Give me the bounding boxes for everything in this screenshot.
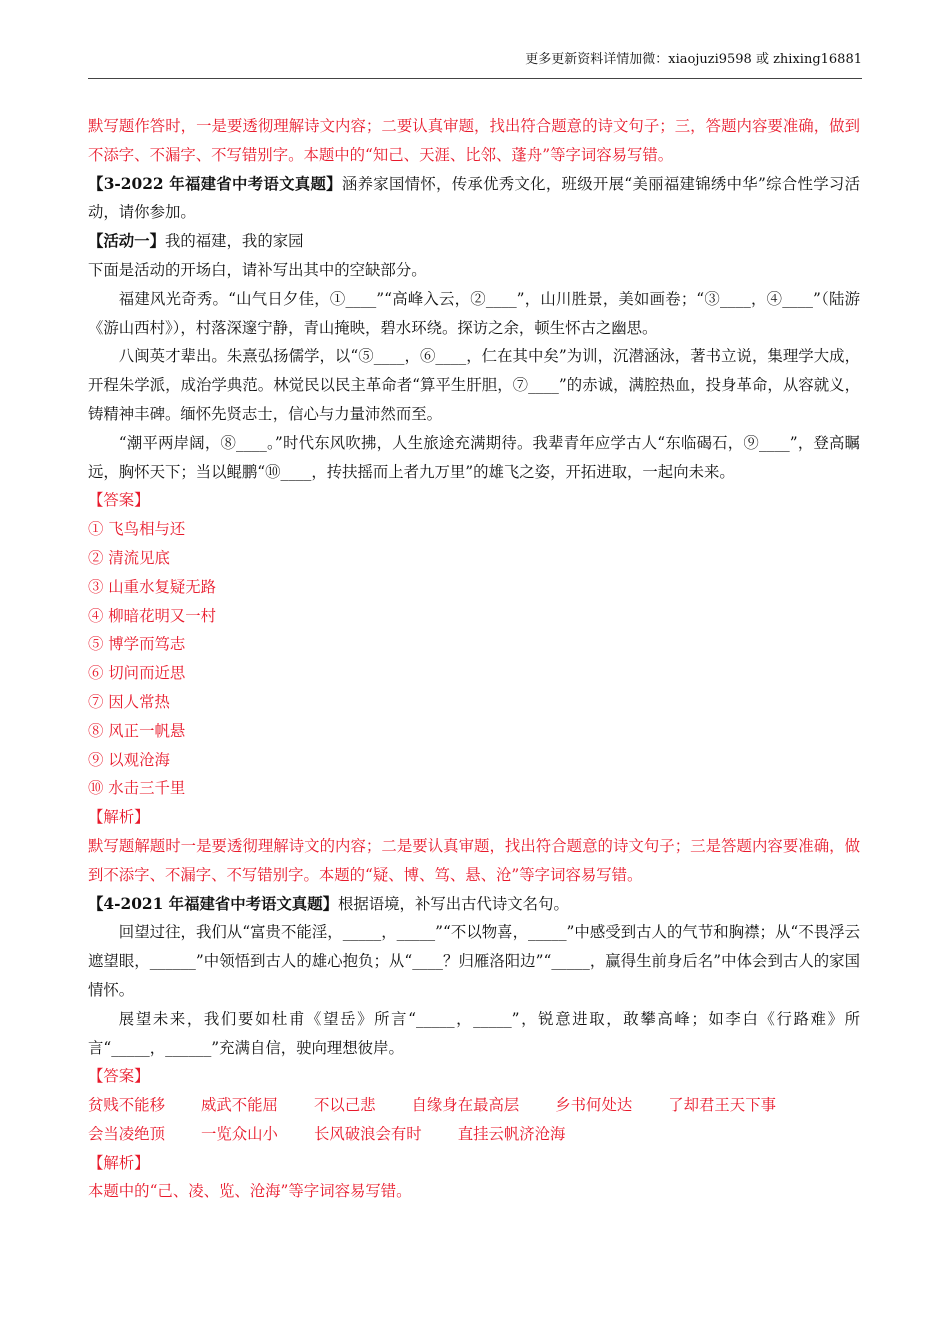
q3-paragraph-3: “潮平两岸阔，⑧____。”时代东风吹拂，人生旅途充满期待。我辈青年应学古人“东临碣石，⑨____”，登高瞩远，胸怀天下；当以鲲鹏“⑩____，抟扶摇而上者九万里”的雄飞之姿，开拓进取，一起向未来。 bbox=[88, 433, 860, 481]
q3-paragraph-2: 八闽英才辈出。朱熹弘扬儒学，以“⑤____，⑥____，仁在其中矣”为训，沉潜涵泳，著书立说，集理学大成，开程朱学派，成治学典范。林觉民以民主革命者“算平生肝胆，⑦____”的赤诚，满腔热血，投身革命，从容就义，铸精神丰碑。缅怀先贤志士，信心与力量沛然而至。 bbox=[88, 347, 860, 423]
list-item: ① 飞鸟相与还 bbox=[88, 520, 186, 539]
list-item: 威武不能屈 bbox=[200, 1096, 278, 1115]
list-item: 长风破浪会有时 bbox=[313, 1124, 422, 1143]
q4-intro-text: 根据语境，补写出古代诗文名句。 bbox=[337, 894, 569, 913]
list-item: 了却君王天下事 bbox=[668, 1096, 776, 1115]
q3-intro-text: 涵养家国情怀，传承优秀文化，班级开展“美丽福建锦绣中华”综合性学习活动，请你参加。 bbox=[88, 174, 860, 222]
list-item: ⑦ 因人常热 bbox=[88, 692, 170, 711]
q3-answer-list bbox=[88, 515, 860, 803]
list-item: ⑥ 切问而近思 bbox=[88, 664, 186, 683]
q3-instruction: 下面是活动的开场白，请补写出其中的空缺部分。 bbox=[88, 260, 427, 279]
q4-paragraph-2: 展望未来，我们要如杜甫《望岳》所言“_____，_____”，锐意进取，敢攀高峰；如李白《行路难》所言“_____，______”充满自信，驶向理想彼岸。 bbox=[88, 1009, 860, 1057]
q3-activity-name: 我的福建，我的家园 bbox=[164, 232, 304, 251]
q3-intro bbox=[88, 170, 860, 228]
q4-paragraph-1: 回望过往，我们从“富贵不能淫，_____，_____”“不以物喜，_____”中感受到古人的气节和胸襟；从“不畏浮云遮望眼，______”中领悟到古人的雄心抱负；从“____？归雁洛阳边”“_____，赢得生前身后名”中体会到古人的家国情怀。 bbox=[88, 923, 860, 999]
q4-analysis-label: 【解析】 bbox=[88, 1153, 150, 1172]
q4-intro bbox=[88, 890, 860, 919]
list-item: ⑩ 水击三千里 bbox=[88, 779, 186, 798]
list-item: 不以己悲 bbox=[313, 1096, 376, 1115]
q3-activity-title: 【活动一】 bbox=[88, 232, 165, 251]
list-item: ⑧ 风正一帆悬 bbox=[88, 721, 186, 740]
q3-answer-label: 【答案】 bbox=[88, 491, 150, 510]
list-item: 乡书何处达 bbox=[555, 1096, 633, 1115]
list-item: ③ 山重水复疑无路 bbox=[88, 577, 217, 596]
list-item: ⑤ 博学而笃志 bbox=[88, 635, 186, 654]
list-item: 一览众山小 bbox=[200, 1124, 278, 1143]
q4-answer-list bbox=[88, 1091, 860, 1149]
q4-analysis: 本题中的“己、凌、览、沧海”等字词容易写错。 bbox=[88, 1182, 412, 1201]
list-item: 直挂云帆济沧海 bbox=[457, 1124, 566, 1143]
header-divider bbox=[88, 78, 862, 79]
q3-analysis: 默写题解题时一是要透彻理解诗文的内容；二是要认真审题，找出符合题意的诗文句子；三是答题内容要准确，做到不添字、不漏字、不写错别字。本题的“疑、博、笃、悬、沧”等字词容易写错。 bbox=[88, 836, 860, 884]
q4-title: 【4-2021 年福建省中考语文真题】 bbox=[88, 894, 338, 913]
q4-answer-label: 【答案】 bbox=[88, 1067, 150, 1086]
list-item: ④ 柳暗花明又一村 bbox=[88, 606, 217, 625]
list-item: 贫贱不能移 bbox=[88, 1096, 165, 1115]
q3-analysis-label: 【解析】 bbox=[88, 808, 150, 827]
document-body bbox=[88, 112, 860, 1206]
q3-activity bbox=[88, 227, 860, 256]
page-header: 更多更新资料详情加微：xiaojuzi9598 或 zhixing16881 bbox=[525, 52, 862, 67]
list-item: 自缘身在最高层 bbox=[411, 1096, 520, 1115]
list-item: 会当凌绝顶 bbox=[88, 1124, 165, 1143]
q3-paragraph-1: 福建风光奇秀。“山气日夕佳，①____”“高峰入云，②____”，山川胜景，美如画卷；“③____，④____”（陆游《游山西村》），村落深邃宁静，青山掩映，碧水环绕。探访之余，顿生怀古之幽思。 bbox=[88, 289, 860, 337]
q3-prev-analysis: 默写题作答时，一是要透彻理解诗文内容；二要认真审题，找出符合题意的诗文句子；三，答题内容要准确，做到不添字、不漏字、不写错别字。本题中的“知己、天涯、比邻、蓬舟”等字词容易写错。 bbox=[88, 117, 860, 164]
list-item: ② 清流见底 bbox=[88, 548, 170, 567]
q3-title: 【3-2022 年福建省中考语文真题】 bbox=[88, 174, 342, 193]
list-item: ⑨ 以观沧海 bbox=[88, 750, 170, 769]
